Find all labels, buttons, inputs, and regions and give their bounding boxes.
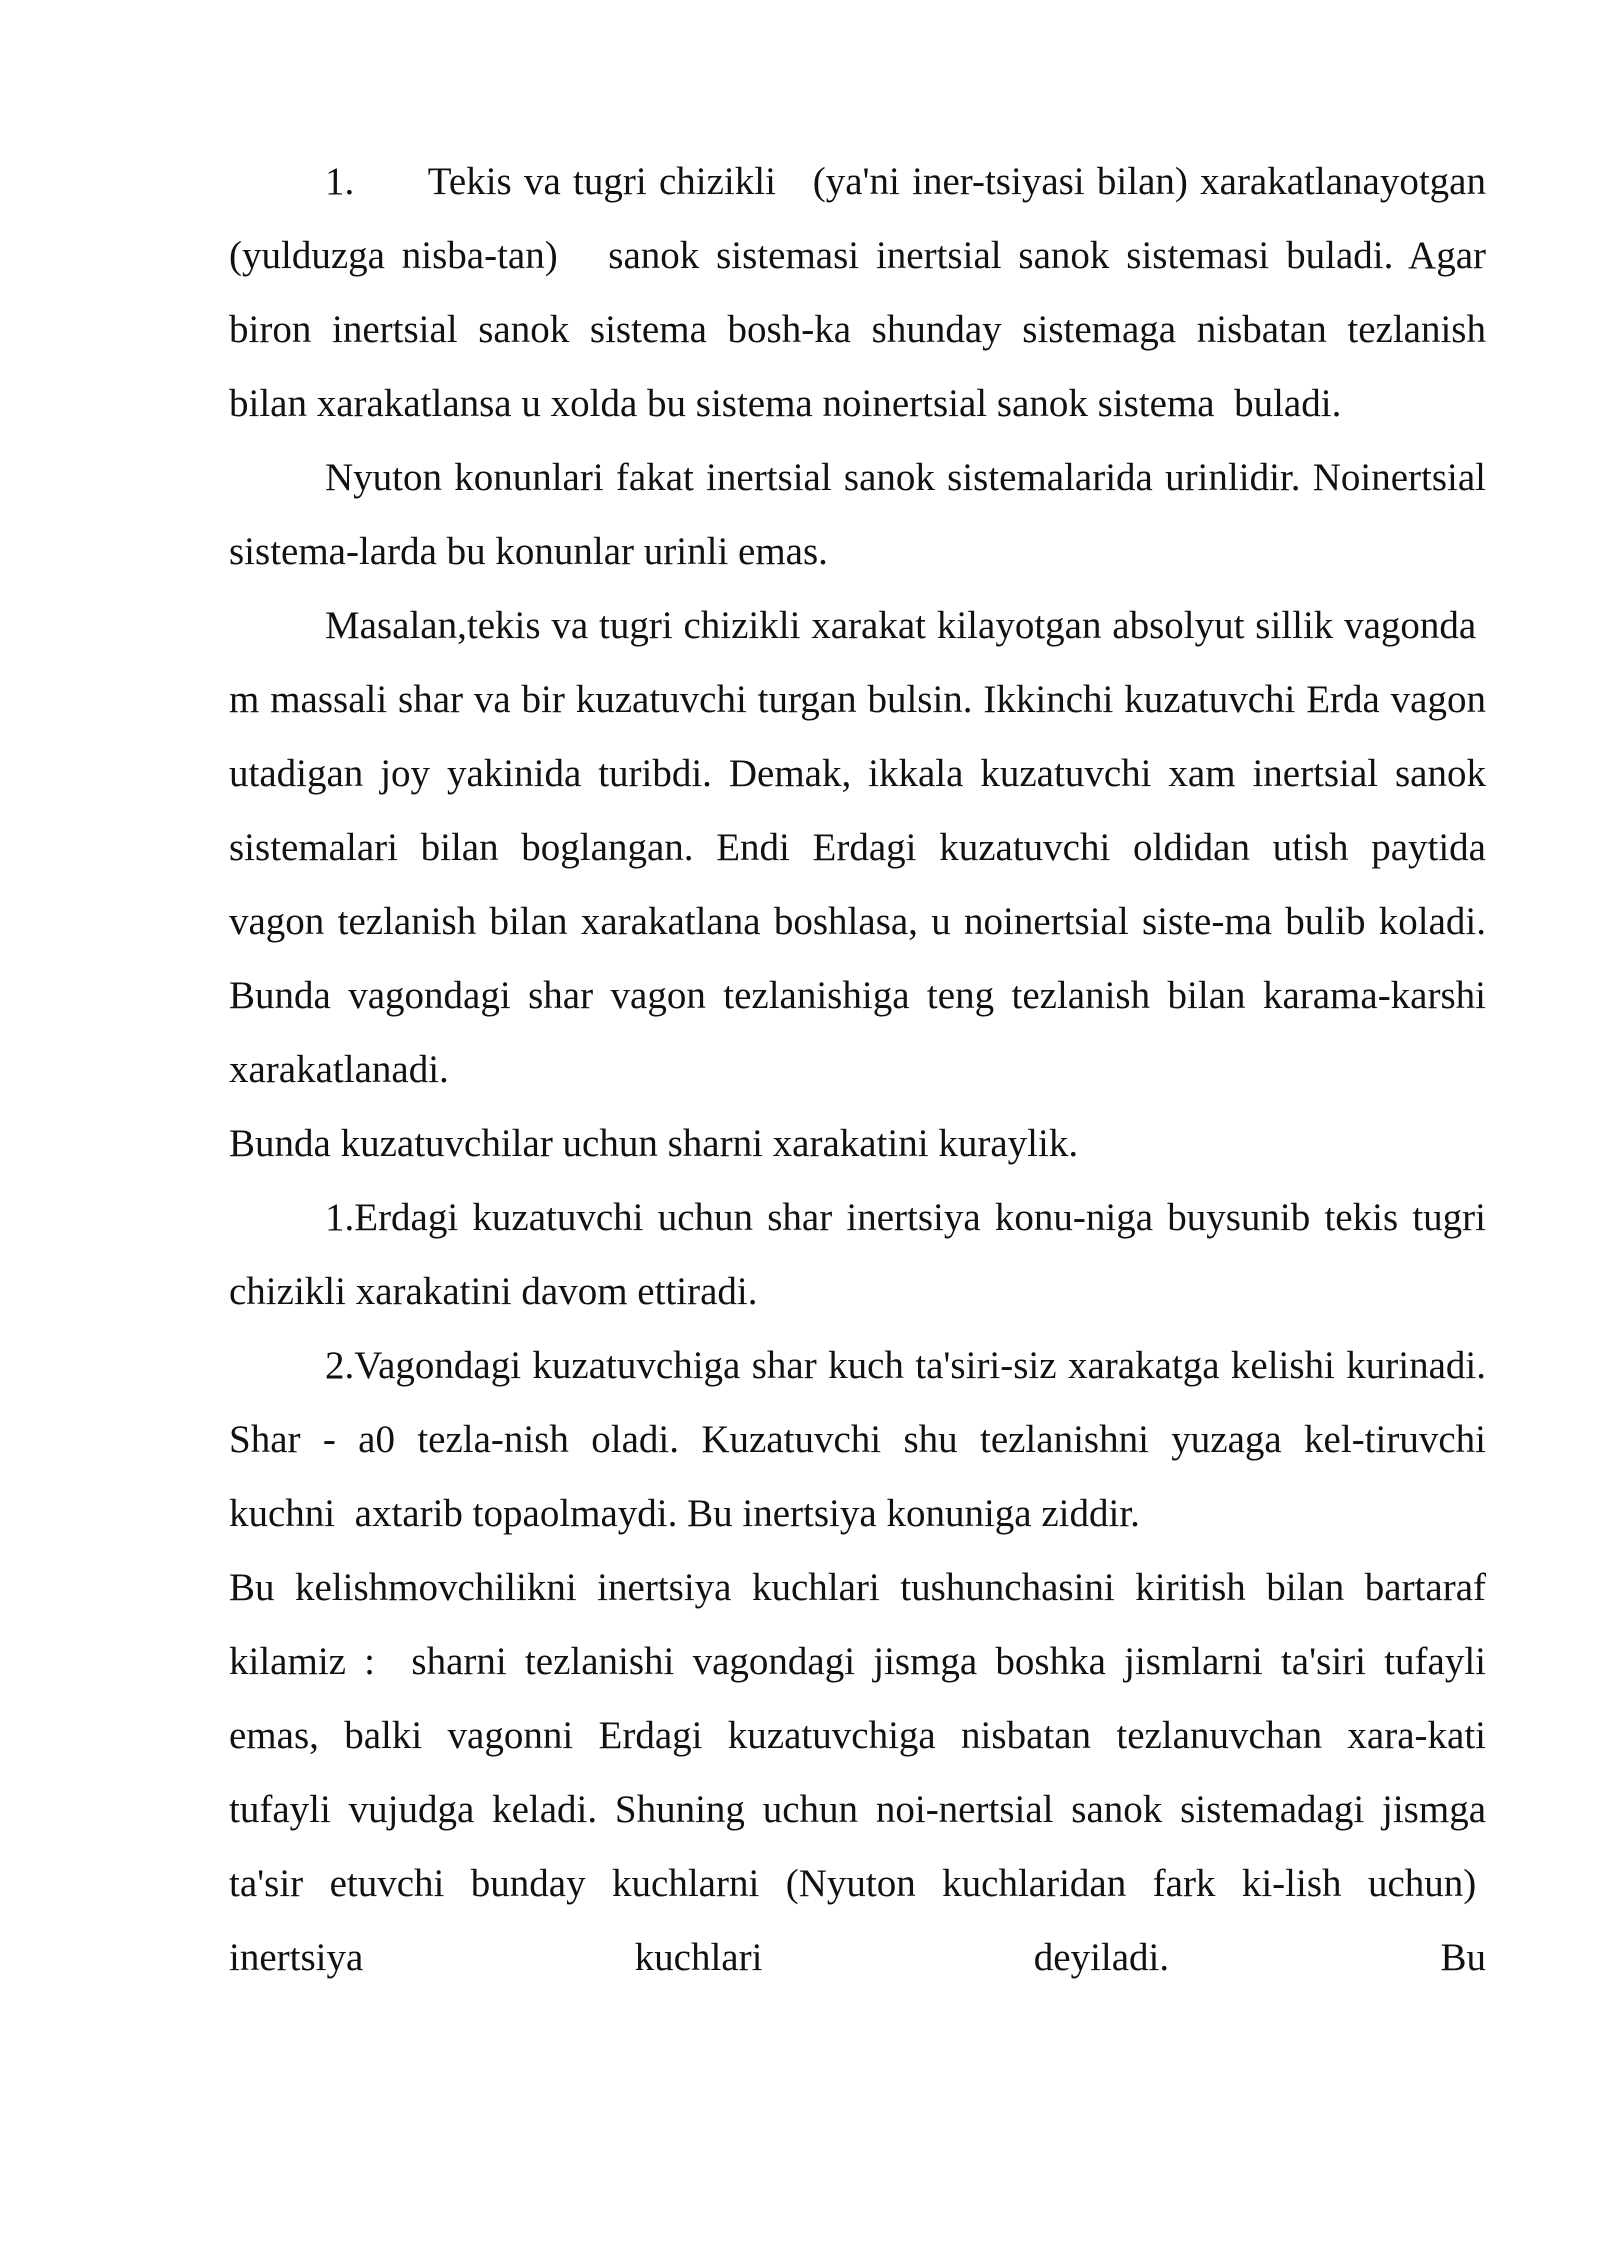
paragraph-inertial-definition: 1. Tekis va tugri chizikli (ya'ni iner-tsiyasi bilan) xarakatlanayotgan (yulduzga nisba-tan) sanok sistemasi inertsial sanok sistemasi buladi. Agar biron inertsial sanok sistema bosh-ka shunday sistemaga nisbatan tezlanish bilan xarakatlansa u xolda bu sistema noinertsial sanok sistema buladi. xyxy=(229,160,1486,425)
document-body xyxy=(229,145,1486,1995)
paragraph-earth-observer: 1.Erdagi kuzatuvchi uchun shar inertsiya konu-niga buysunib tekis tugri chizikli xarakatini davom ettiradi. xyxy=(229,1196,1486,1313)
paragraph-wagon-observer: 2.Vagondagi kuzatuvchiga shar kuch ta'siri-siz xarakatga kelishi kurinadi. Shar - a0 tezla-nish oladi. Kuzatuvchi shu tezlanishni yuzaga kel-tiruvchi kuchni axtarib topaolmaydi. Bu inertsiya konuniga ziddir. xyxy=(229,1344,1486,1535)
paragraph-observers-intro: Bunda kuzatuvchilar uchun sharni xarakatini kuraylik. xyxy=(229,1122,1079,1165)
paragraph-newton-laws: Nyuton konunlari fakat inertsial sanok sistemalarida urinlidir. Noinertsial sistema-larda bu konunlar urinli emas. xyxy=(229,456,1486,573)
paragraph-inertia-forces: Bu kelishmovchilikni inertsiya kuchlari tushunchasini kiritish bilan bartaraf kilamiz : sharni tezlanishi vagondagi jismga boshka jismlarni ta'siri tufayli emas, balki vagonni Erdagi kuzatuvchiga nisbatan tezlanuvchan xara-kati tufayli vujudga keladi. Shuning uchun noi-nertsial sanok sistemadagi jismga ta'sir etuvchi bunday kuchlarni (Nyuton kuchlaridan fark ki-lish uchun) inertsiya kuchlari deyiladi. Bu xyxy=(229,1566,1486,1979)
paragraph-wagon-example: Masalan,tekis va tugri chizikli xarakat kilayotgan absolyut sillik vagonda m massali shar va bir kuzatuvchi turgan bulsin. Ikkinchi kuzatuvchi Erda vagon utadigan joy yakinida turibdi. Demak, ikkala kuzatuvchi xam inertsial sanok sistemalari bilan boglangan. Endi Erdagi kuzatuvchi oldidan utish paytida vagon tezlanish bilan xarakatlana boshlasa, u noinertsial siste-ma bulib koladi. Bunda vagondagi shar vagon tezlanishiga teng tezlanish bilan karama-karshi xarakatlanadi. xyxy=(229,604,1486,1091)
